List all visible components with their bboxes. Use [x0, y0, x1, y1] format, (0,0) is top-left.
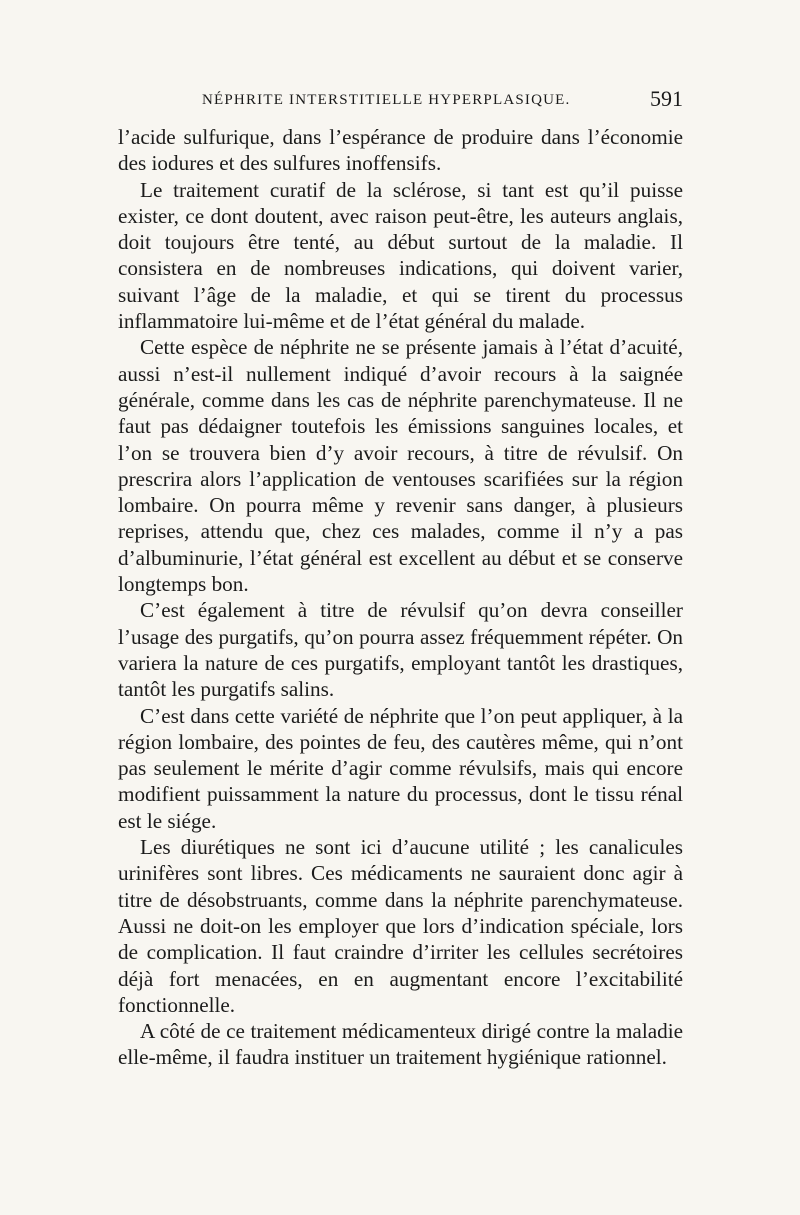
paragraph: A côté de ce traitement médicamenteux dirigé contre la maladie elle-même, il faudra instituer un traitement hygiénique rationnel. — [118, 1019, 683, 1070]
paragraph: Cette espèce de néphrite ne se présente jamais à l’état d’acuité, aussi n’est-il nullement indiqué d’avoir recours à la saignée générale, comme dans les cas de néphrite parenchymateuse. Il ne faut pas dédaigner toutefois les émissions sanguines locales, et l’on se trouvera bien d’y avoir recours, à titre de révulsif. On prescrira alors l’application de ventouses scarifiées sur la région lombaire. On pourra même y revenir sans danger, à plusieurs reprises, attendu que, chez ces malades, comme il n’y a pas d’albuminurie, l’état général est excellent au début et se conserve longtemps bon. — [118, 335, 683, 597]
paragraph: C’est dans cette variété de néphrite que l’on peut appliquer, à la région lombaire, des pointes de feu, des cautères même, qui n’ont pas seulement le mérite d’agir comme révulsifs, mais qui encore modifient puissamment la nature du processus, dont le tissu rénal est le siége. — [118, 703, 683, 833]
page-header — [118, 86, 683, 116]
paragraph: Les diurétiques ne sont ici d’aucune utilité ; les canalicules urinifères sont libres. Ces médicaments ne sauraient donc agir à titre de désobstruants, comme dans la néphrite parenchymateuse. Aussi ne doit-on les employer que lors d’indication spéciale, lors de complication. Il faut craindre d’irriter les cellules secrétoires déjà fort menacées, en en augmentant encore l’excitabilité fonctionnelle. — [118, 835, 683, 1017]
paragraph: l’acide sulfurique, dans l’espérance de produire dans l’économie des iodures et des sulfures inoffensifs. — [118, 125, 683, 176]
body-text — [118, 124, 683, 1071]
page-number: 591 — [650, 86, 683, 111]
running-title: NÉPHRITE INTERSTITIELLE HYPERPLASIQUE. — [202, 92, 571, 108]
paragraph: C’est également à titre de révulsif qu’on devra conseiller l’usage des purgatifs, qu’on pourra assez fréquemment répéter. On variera la nature de ces purgatifs, employant tantôt les drastiques, tantôt les purgatifs salins. — [118, 598, 683, 702]
paragraph: Le traitement curatif de la sclérose, si tant est qu’il puisse exister, ce dont doutent, avec raison peut-être, les auteurs anglais, doit toujours être tenté, au début surtout de la maladie. Il consistera en de nombreuses indications, qui doivent varier, suivant l’âge de la maladie, et qui se tirent du processus inflammatoire lui-même et de l’état général du malade. — [118, 177, 683, 334]
